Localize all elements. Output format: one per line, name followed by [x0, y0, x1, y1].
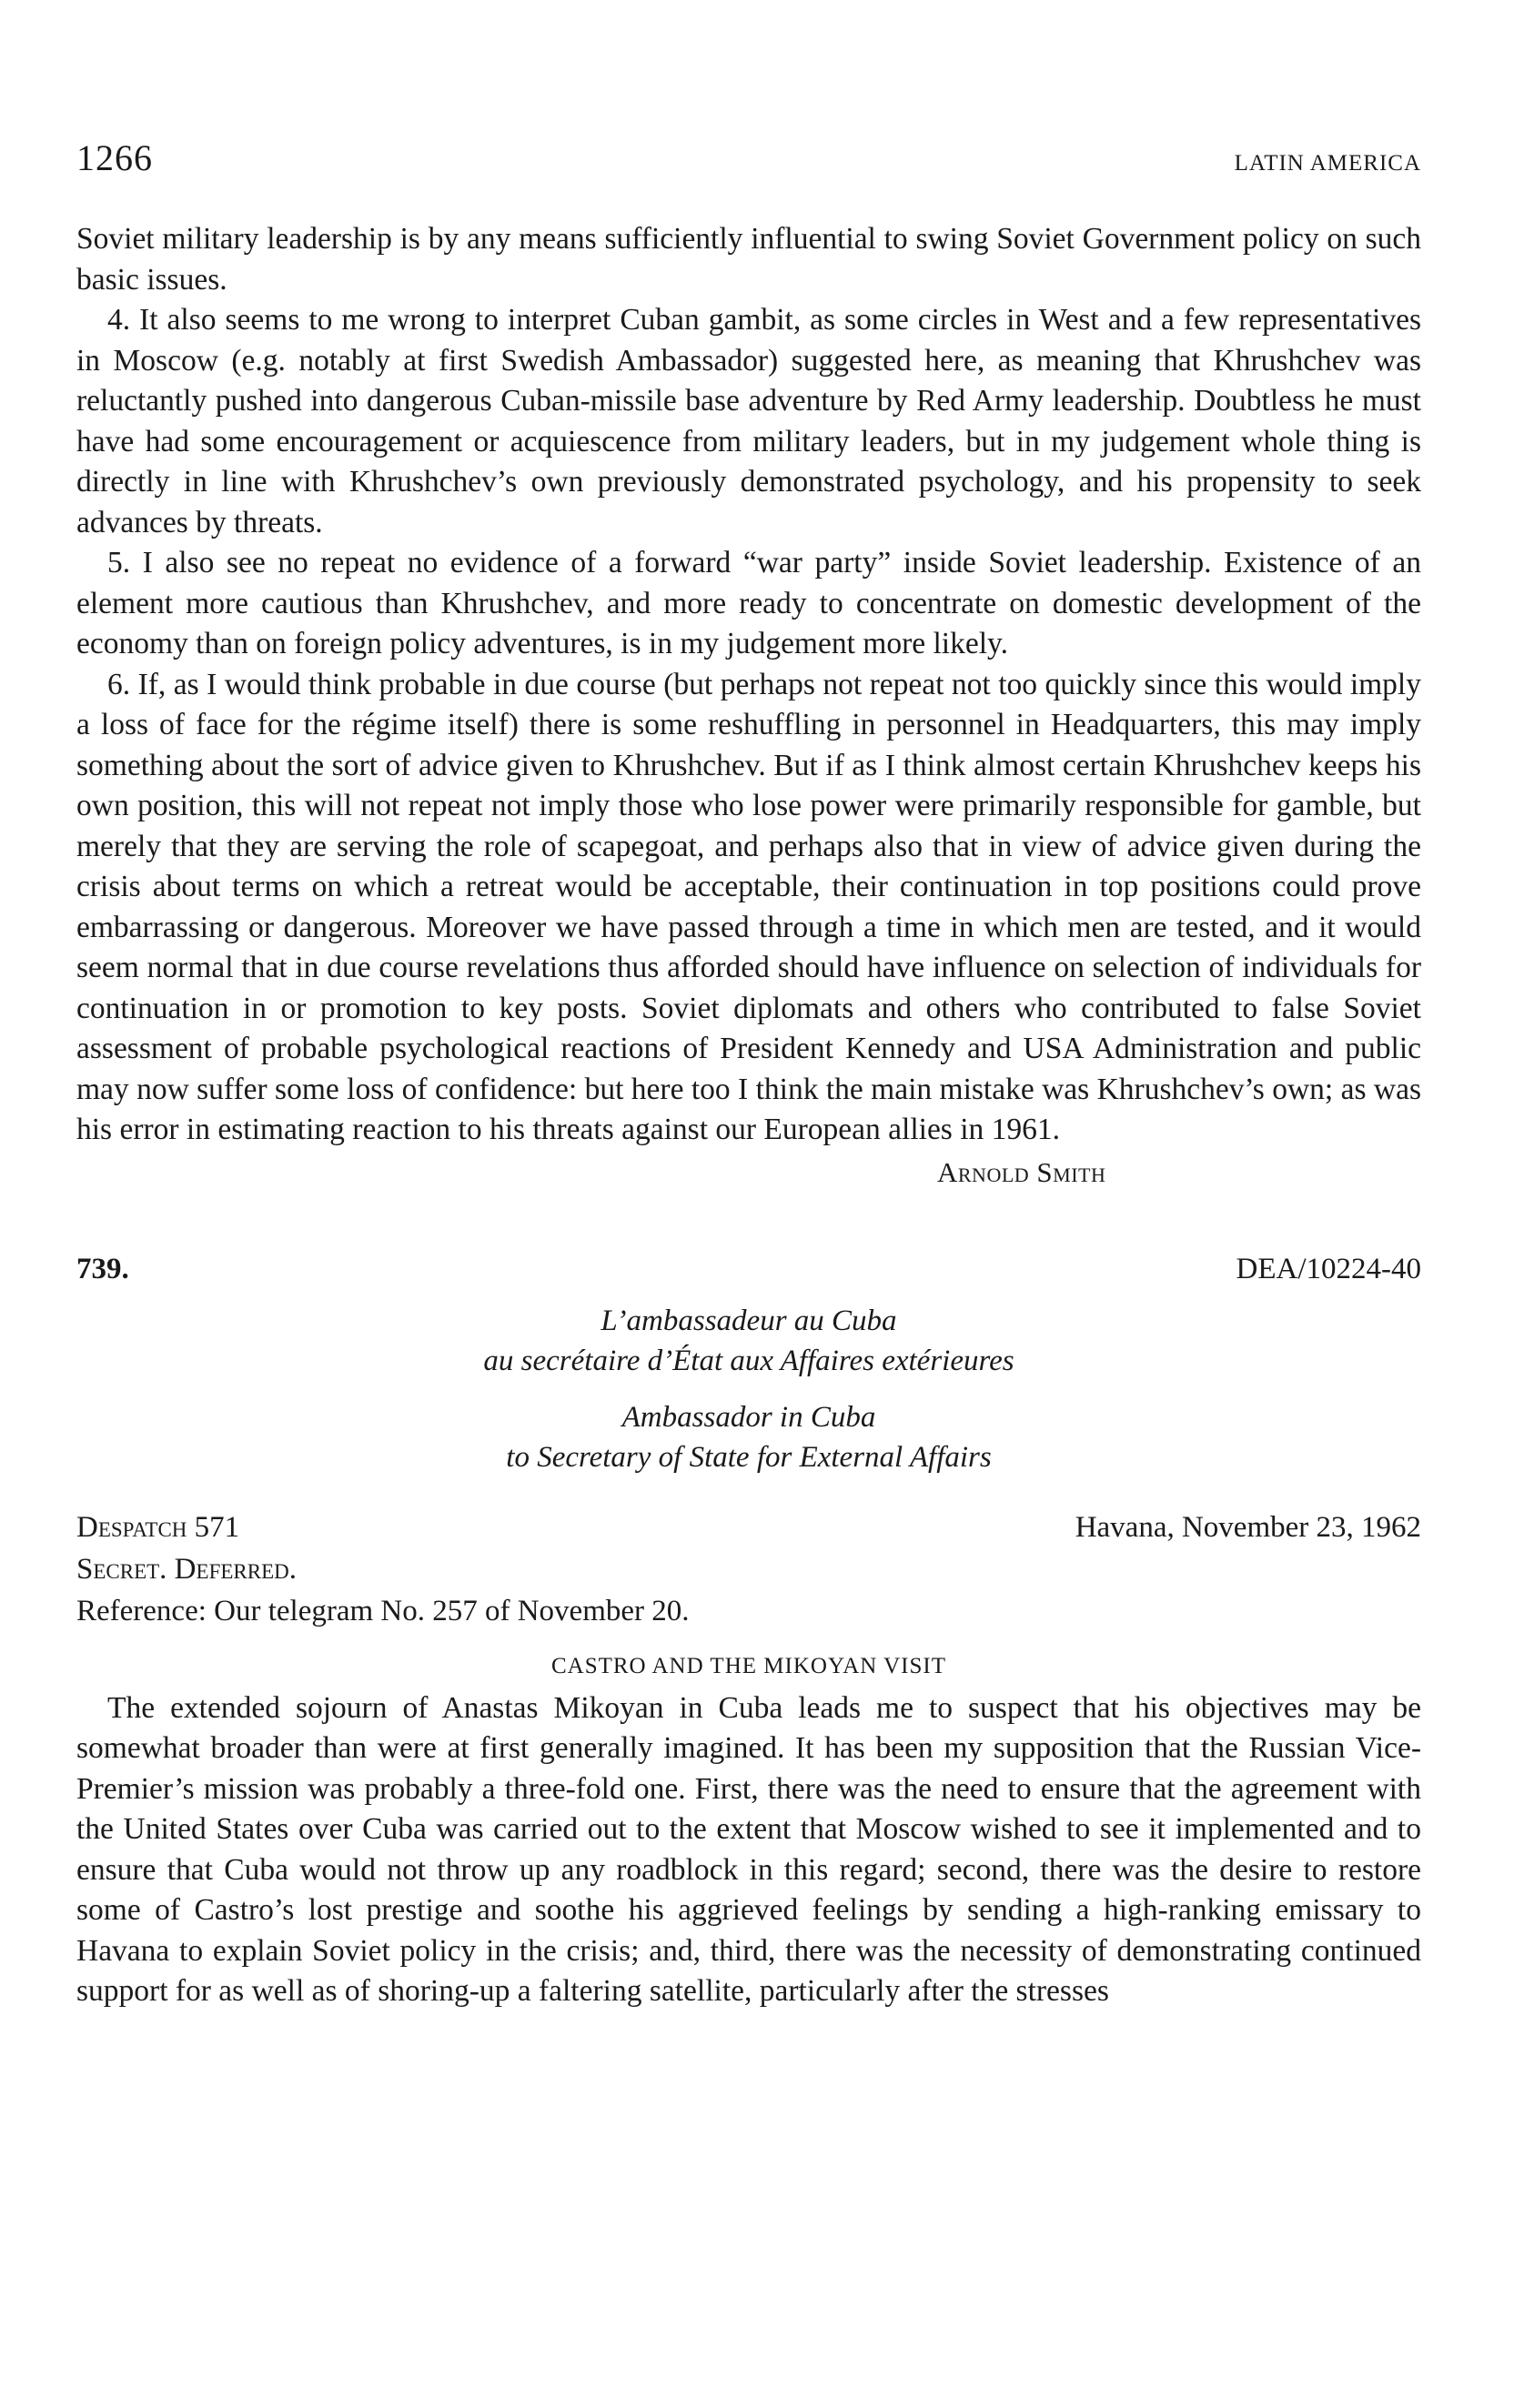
addressee-french: [76, 1301, 1421, 1381]
reference-line: Reference: Our telegram No. 257 of November 20.: [76, 1594, 690, 1627]
addressee-french-line-1: L’ambassadeur au Cuba: [601, 1304, 897, 1337]
document-number: 739.: [76, 1252, 129, 1285]
place-date: Havana, November 23, 1962: [1075, 1510, 1421, 1544]
page-number: 1266: [76, 137, 153, 178]
document-heading: [76, 1253, 1421, 1286]
paragraph-continuation: Soviet military leadership is by any means sufficiently influential to swing Soviet Government policy on such basic issues.: [76, 222, 1421, 297]
despatch-body: The extended sojourn of Anastas Mikoyan in Cuba leads me to suspect that his objectives may be somewhat broader than were at first generally imagined. It has been my supposition that the Russian Vice-Premier’s mission was probably a three-fold one. First, there was the need to ensure that the agreement with the United States over Cuba was carried out to the extent that Moscow wished to see it implemented and to ensure that Cuba would not throw up any roadblock in this regard; second, there was the desire to restore some of Castro’s lost prestige and soothe his aggrieved feelings by sending a high-ranking emissary to Havana to explain Soviet policy in the crisis; and, third, there was the necessity of demonstrating continued support for as well as of shoring-up a faltering satellite, particularly after the stresses: [76, 1690, 1421, 2008]
running-title: LATIN AMERICA: [1234, 151, 1421, 176]
paragraph-5: 5. I also see no repeat no evidence of a forward “war party” inside Soviet leadership. Existence of an element more cautious than Khrushchev, and more ready to concentrate on domestic development of the economy than on foreign policy adventures, is in my judgement more likely.: [76, 546, 1421, 660]
section-title: CASTRO AND THE MIKOYAN VISIT: [550, 1653, 947, 1678]
addressee-english: [76, 1397, 1421, 1477]
running-header: [76, 136, 1421, 179]
file-reference: DEA/10224-40: [1236, 1252, 1421, 1285]
paragraph-4: 4. It also seems to me wrong to interpret Cuban gambit, as some circles in West and a few representatives in Moscow (e.g. notably at first Swedish Ambassador) suggested here, as meaning that Khrushchev was reluctantly pushed into dangerous Cuban-missile base adventure by Red Army leadership. Doubtless he must have had some encouragement or acquiescence from military leaders, but in my judgement whole thing is directly in line with Khrushchev’s own previously demonstrated psychology, and his propensity to seek advances by threats.: [76, 303, 1421, 539]
despatch-number: Despatch 571: [76, 1510, 240, 1544]
document-page: [76, 136, 1421, 2012]
despatch-row: [76, 1506, 1421, 1548]
signature: Arnold Smith: [937, 1155, 1106, 1188]
addressee-english-line-1: Ambassador in Cuba: [621, 1400, 876, 1434]
paragraph-6: 6. If, as I would think probable in due course (but perhaps not repeat not too quickly since this would imply a loss of face for the régime itself) there is some reshuffling in personnel in Headquarters, this may imply something about the sort of advice given to Khrushchev. But if as I think almost certain Khrushchev keeps his own position, this will not repeat not imply those who lose power were primarily responsible for gamble, but merely that they are serving the role of scapegoat, and perhaps also that in view of advice given during the crisis about terms on which a retreat would be acceptable, their continuation in top positions could prove embarrassing or dangerous. Moreover we have passed through a time in which men are tested, and it would seem normal that in due course revelations thus afforded should have influence on selection of individuals for continuation in or promotion to key posts. Soviet diplomats and others who contributed to false Soviet assessment of probable psychological reactions of President Kennedy and USA Administration and public may now suffer some loss of confidence: but here too I think the main mistake was Khrushchev’s own; as was his error in estimating reaction to his threats against our European allies in 1961.: [76, 667, 1421, 1146]
addressee-french-line-2: au secrétaire d’État aux Affaires extérieures: [483, 1344, 1014, 1377]
classification: Secret. Deferred.: [76, 1552, 297, 1586]
addressee-english-line-2: to Secretary of State for External Affairs: [506, 1440, 992, 1474]
